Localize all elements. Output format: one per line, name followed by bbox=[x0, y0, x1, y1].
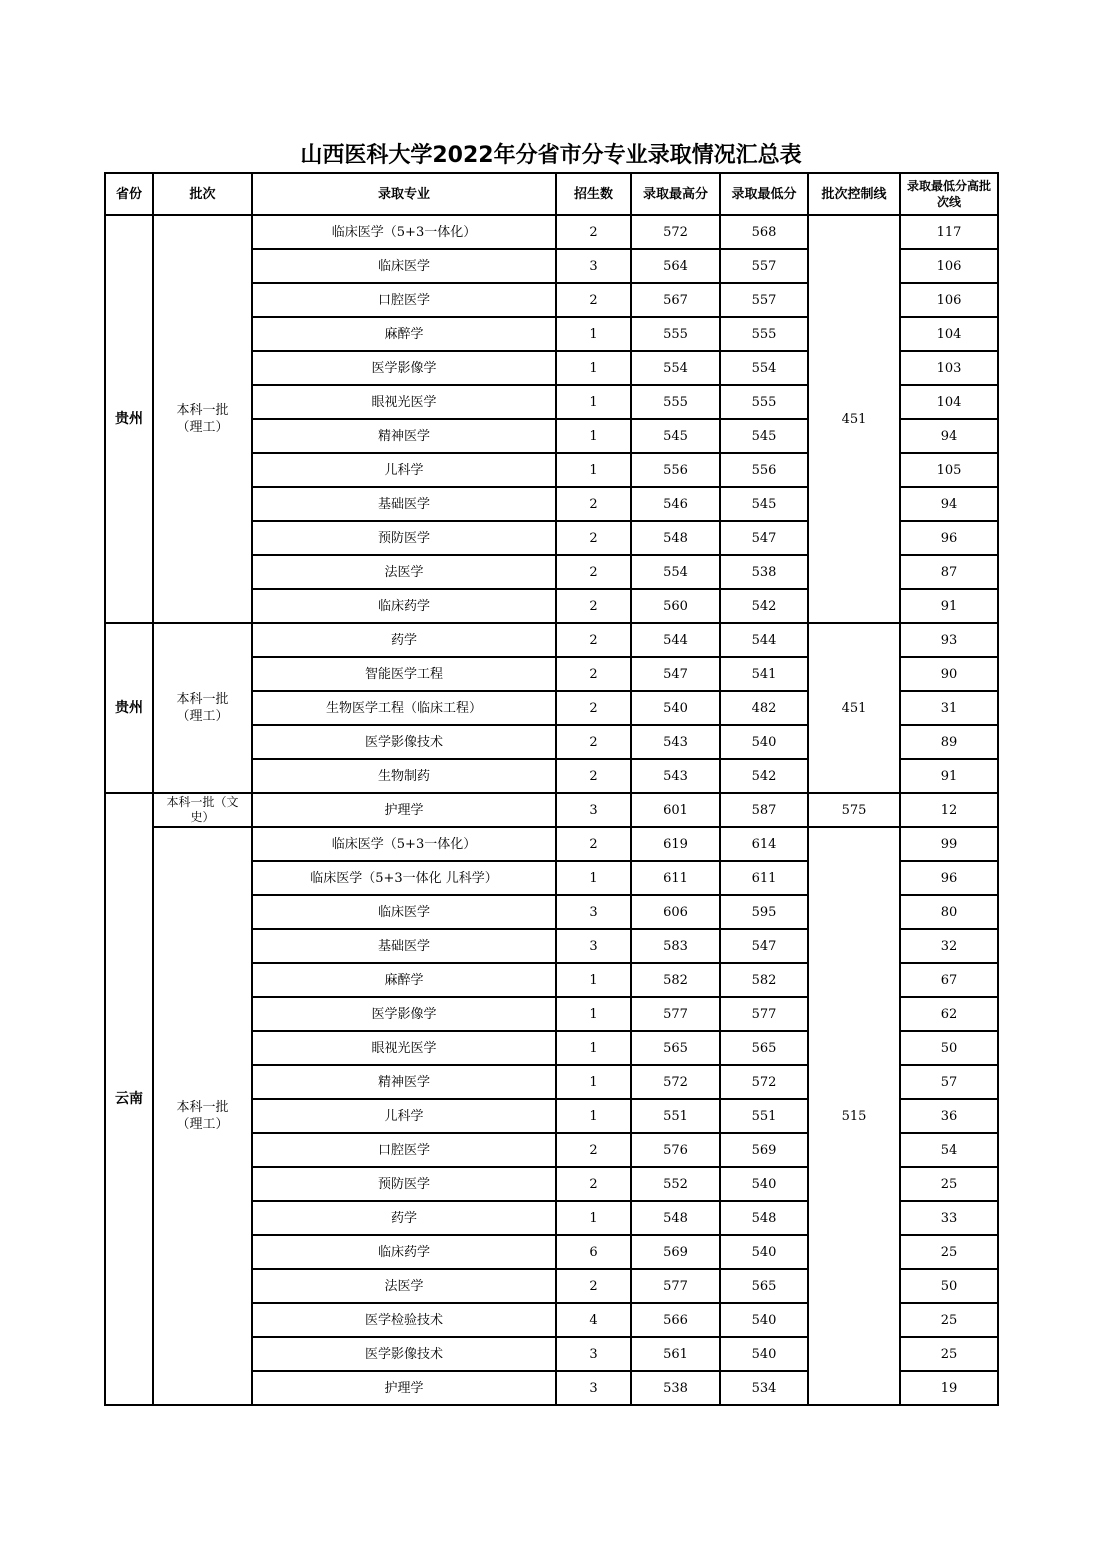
major-cell: 临床医学（5+3一体化 儿科学） bbox=[252, 861, 556, 895]
header-max-score: 录取最高分 bbox=[631, 173, 720, 215]
enrollment-cell: 2 bbox=[556, 283, 631, 317]
major-cell: 生物医学工程（临床工程） bbox=[252, 691, 556, 725]
max-score-cell: 538 bbox=[631, 1371, 720, 1405]
above-line-cell: 25 bbox=[900, 1235, 998, 1269]
above-line-cell: 32 bbox=[900, 929, 998, 963]
max-score-cell: 576 bbox=[631, 1133, 720, 1167]
above-line-cell: 67 bbox=[900, 963, 998, 997]
max-score-cell: 577 bbox=[631, 997, 720, 1031]
major-cell: 基础医学 bbox=[252, 487, 556, 521]
page-title: 山西医科大学2022年分省市分专业录取情况汇总表 bbox=[300, 143, 802, 168]
max-score-cell: 569 bbox=[631, 1235, 720, 1269]
min-score-cell: 554 bbox=[720, 351, 808, 385]
header-min-score: 录取最低分 bbox=[720, 173, 808, 215]
enrollment-cell: 3 bbox=[556, 1371, 631, 1405]
above-line-cell: 25 bbox=[900, 1167, 998, 1201]
major-cell: 基础医学 bbox=[252, 929, 556, 963]
above-line-cell: 80 bbox=[900, 895, 998, 929]
min-score-cell: 540 bbox=[720, 1167, 808, 1201]
above-line-cell: 54 bbox=[900, 1133, 998, 1167]
enrollment-cell: 2 bbox=[556, 1167, 631, 1201]
major-cell: 临床药学 bbox=[252, 589, 556, 623]
enrollment-cell: 2 bbox=[556, 623, 631, 657]
major-cell: 儿科学 bbox=[252, 453, 556, 487]
max-score-cell: 565 bbox=[631, 1031, 720, 1065]
above-line-cell: 103 bbox=[900, 351, 998, 385]
major-cell: 临床医学（5+3一体化） bbox=[252, 215, 556, 249]
control-line-cell: 451 bbox=[808, 623, 900, 793]
control-line-cell: 575 bbox=[808, 793, 900, 827]
enrollment-cell: 2 bbox=[556, 521, 631, 555]
enrollment-cell: 6 bbox=[556, 1235, 631, 1269]
min-score-cell: 572 bbox=[720, 1065, 808, 1099]
max-score-cell: 543 bbox=[631, 759, 720, 793]
min-score-cell: 555 bbox=[720, 317, 808, 351]
max-score-cell: 548 bbox=[631, 521, 720, 555]
above-line-cell: 19 bbox=[900, 1371, 998, 1405]
above-line-cell: 91 bbox=[900, 589, 998, 623]
major-cell: 眼视光医学 bbox=[252, 1031, 556, 1065]
major-cell: 医学影像技术 bbox=[252, 725, 556, 759]
above-line-cell: 104 bbox=[900, 317, 998, 351]
major-cell: 儿科学 bbox=[252, 1099, 556, 1133]
min-score-cell: 482 bbox=[720, 691, 808, 725]
major-cell: 麻醉学 bbox=[252, 317, 556, 351]
header-major: 录取专业 bbox=[252, 173, 556, 215]
enrollment-cell: 2 bbox=[556, 725, 631, 759]
enrollment-cell: 1 bbox=[556, 1065, 631, 1099]
min-score-cell: 548 bbox=[720, 1201, 808, 1235]
max-score-cell: 552 bbox=[631, 1167, 720, 1201]
enrollment-cell: 2 bbox=[556, 487, 631, 521]
min-score-cell: 542 bbox=[720, 589, 808, 623]
max-score-cell: 556 bbox=[631, 453, 720, 487]
enrollment-cell: 2 bbox=[556, 827, 631, 861]
max-score-cell: 560 bbox=[631, 589, 720, 623]
above-line-cell: 57 bbox=[900, 1065, 998, 1099]
max-score-cell: 561 bbox=[631, 1337, 720, 1371]
min-score-cell: 540 bbox=[720, 1337, 808, 1371]
above-line-cell: 105 bbox=[900, 453, 998, 487]
major-cell: 口腔医学 bbox=[252, 283, 556, 317]
enrollment-cell: 1 bbox=[556, 317, 631, 351]
major-cell: 临床药学 bbox=[252, 1235, 556, 1269]
min-score-cell: 568 bbox=[720, 215, 808, 249]
max-score-cell: 555 bbox=[631, 385, 720, 419]
enrollment-cell: 2 bbox=[556, 657, 631, 691]
enrollment-cell: 2 bbox=[556, 1133, 631, 1167]
header-province: 省份 bbox=[105, 173, 153, 215]
max-score-cell: 619 bbox=[631, 827, 720, 861]
max-score-cell: 546 bbox=[631, 487, 720, 521]
major-cell: 临床医学 bbox=[252, 249, 556, 283]
max-score-cell: 545 bbox=[631, 419, 720, 453]
enrollment-cell: 1 bbox=[556, 1031, 631, 1065]
header-row bbox=[105, 173, 998, 215]
major-cell: 眼视光医学 bbox=[252, 385, 556, 419]
min-score-cell: 547 bbox=[720, 929, 808, 963]
major-cell: 麻醉学 bbox=[252, 963, 556, 997]
above-line-cell: 106 bbox=[900, 283, 998, 317]
enrollment-cell: 1 bbox=[556, 1099, 631, 1133]
max-score-cell: 540 bbox=[631, 691, 720, 725]
major-cell: 临床医学（5+3一体化） bbox=[252, 827, 556, 861]
enrollment-cell: 3 bbox=[556, 895, 631, 929]
above-line-cell: 31 bbox=[900, 691, 998, 725]
above-line-cell: 94 bbox=[900, 487, 998, 521]
min-score-cell: 544 bbox=[720, 623, 808, 657]
batch-cell: 本科一批（理工） bbox=[153, 827, 252, 1405]
above-line-cell: 93 bbox=[900, 623, 998, 657]
major-cell: 医学检验技术 bbox=[252, 1303, 556, 1337]
province-cell: 贵州 bbox=[105, 215, 153, 623]
min-score-cell: 595 bbox=[720, 895, 808, 929]
major-cell: 护理学 bbox=[252, 793, 556, 827]
enrollment-cell: 2 bbox=[556, 589, 631, 623]
min-score-cell: 538 bbox=[720, 555, 808, 589]
enrollment-cell: 2 bbox=[556, 555, 631, 589]
major-cell: 临床医学 bbox=[252, 895, 556, 929]
above-line-cell: 104 bbox=[900, 385, 998, 419]
enrollment-cell: 1 bbox=[556, 385, 631, 419]
enrollment-cell: 2 bbox=[556, 1269, 631, 1303]
enrollment-cell: 2 bbox=[556, 759, 631, 793]
max-score-cell: 547 bbox=[631, 657, 720, 691]
max-score-cell: 567 bbox=[631, 283, 720, 317]
admission-table bbox=[104, 172, 999, 1406]
max-score-cell: 572 bbox=[631, 215, 720, 249]
min-score-cell: 540 bbox=[720, 1235, 808, 1269]
above-line-cell: 33 bbox=[900, 1201, 998, 1235]
max-score-cell: 611 bbox=[631, 861, 720, 895]
above-line-cell: 91 bbox=[900, 759, 998, 793]
above-line-cell: 94 bbox=[900, 419, 998, 453]
min-score-cell: 541 bbox=[720, 657, 808, 691]
major-cell: 智能医学工程 bbox=[252, 657, 556, 691]
enrollment-cell: 1 bbox=[556, 351, 631, 385]
major-cell: 医学影像学 bbox=[252, 351, 556, 385]
max-score-cell: 544 bbox=[631, 623, 720, 657]
above-line-cell: 96 bbox=[900, 861, 998, 895]
enrollment-cell: 2 bbox=[556, 691, 631, 725]
above-line-cell: 90 bbox=[900, 657, 998, 691]
enrollment-cell: 1 bbox=[556, 1201, 631, 1235]
table-row bbox=[105, 215, 998, 249]
major-cell: 法医学 bbox=[252, 1269, 556, 1303]
enrollment-cell: 1 bbox=[556, 419, 631, 453]
batch-cell: 本科一批（文史） bbox=[153, 793, 252, 827]
above-line-cell: 36 bbox=[900, 1099, 998, 1133]
table-row bbox=[105, 623, 998, 657]
above-line-cell: 96 bbox=[900, 521, 998, 555]
header-batch: 批次 bbox=[153, 173, 252, 215]
min-score-cell: 534 bbox=[720, 1371, 808, 1405]
major-cell: 口腔医学 bbox=[252, 1133, 556, 1167]
min-score-cell: 611 bbox=[720, 861, 808, 895]
max-score-cell: 606 bbox=[631, 895, 720, 929]
min-score-cell: 540 bbox=[720, 1303, 808, 1337]
enrollment-cell: 3 bbox=[556, 1337, 631, 1371]
above-line-cell: 12 bbox=[900, 793, 998, 827]
major-cell: 生物制药 bbox=[252, 759, 556, 793]
max-score-cell: 555 bbox=[631, 317, 720, 351]
max-score-cell: 582 bbox=[631, 963, 720, 997]
major-cell: 医学影像技术 bbox=[252, 1337, 556, 1371]
max-score-cell: 583 bbox=[631, 929, 720, 963]
max-score-cell: 543 bbox=[631, 725, 720, 759]
enrollment-cell: 1 bbox=[556, 997, 631, 1031]
enrollment-cell: 1 bbox=[556, 453, 631, 487]
table-row bbox=[105, 827, 998, 861]
max-score-cell: 554 bbox=[631, 555, 720, 589]
province-cell: 贵州 bbox=[105, 623, 153, 793]
control-line-cell: 451 bbox=[808, 215, 900, 623]
min-score-cell: 614 bbox=[720, 827, 808, 861]
major-cell: 药学 bbox=[252, 623, 556, 657]
header-enrollment: 招生数 bbox=[556, 173, 631, 215]
min-score-cell: 557 bbox=[720, 283, 808, 317]
min-score-cell: 565 bbox=[720, 1031, 808, 1065]
control-line-cell: 515 bbox=[808, 827, 900, 1405]
major-cell: 精神医学 bbox=[252, 1065, 556, 1099]
min-score-cell: 545 bbox=[720, 419, 808, 453]
above-line-cell: 117 bbox=[900, 215, 998, 249]
max-score-cell: 554 bbox=[631, 351, 720, 385]
min-score-cell: 569 bbox=[720, 1133, 808, 1167]
above-line-cell: 89 bbox=[900, 725, 998, 759]
min-score-cell: 542 bbox=[720, 759, 808, 793]
min-score-cell: 587 bbox=[720, 793, 808, 827]
max-score-cell: 564 bbox=[631, 249, 720, 283]
above-line-cell: 25 bbox=[900, 1337, 998, 1371]
max-score-cell: 548 bbox=[631, 1201, 720, 1235]
max-score-cell: 551 bbox=[631, 1099, 720, 1133]
max-score-cell: 566 bbox=[631, 1303, 720, 1337]
min-score-cell: 547 bbox=[720, 521, 808, 555]
above-line-cell: 50 bbox=[900, 1269, 998, 1303]
major-cell: 精神医学 bbox=[252, 419, 556, 453]
batch-cell: 本科一批（理工） bbox=[153, 215, 252, 623]
header-control-line: 批次控制线 bbox=[808, 173, 900, 215]
enrollment-cell: 1 bbox=[556, 861, 631, 895]
enrollment-cell: 3 bbox=[556, 929, 631, 963]
min-score-cell: 556 bbox=[720, 453, 808, 487]
min-score-cell: 545 bbox=[720, 487, 808, 521]
above-line-cell: 106 bbox=[900, 249, 998, 283]
province-cell: 云南 bbox=[105, 793, 153, 1405]
header-above-line: 录取最低分高批次线 bbox=[900, 173, 998, 215]
enrollment-cell: 4 bbox=[556, 1303, 631, 1337]
above-line-cell: 99 bbox=[900, 827, 998, 861]
max-score-cell: 577 bbox=[631, 1269, 720, 1303]
min-score-cell: 540 bbox=[720, 725, 808, 759]
max-score-cell: 601 bbox=[631, 793, 720, 827]
table-row bbox=[105, 793, 998, 827]
enrollment-cell: 2 bbox=[556, 215, 631, 249]
min-score-cell: 557 bbox=[720, 249, 808, 283]
major-cell: 药学 bbox=[252, 1201, 556, 1235]
major-cell: 预防医学 bbox=[252, 1167, 556, 1201]
min-score-cell: 551 bbox=[720, 1099, 808, 1133]
enrollment-cell: 3 bbox=[556, 793, 631, 827]
min-score-cell: 565 bbox=[720, 1269, 808, 1303]
min-score-cell: 577 bbox=[720, 997, 808, 1031]
min-score-cell: 582 bbox=[720, 963, 808, 997]
max-score-cell: 572 bbox=[631, 1065, 720, 1099]
above-line-cell: 62 bbox=[900, 997, 998, 1031]
min-score-cell: 555 bbox=[720, 385, 808, 419]
major-cell: 医学影像学 bbox=[252, 997, 556, 1031]
above-line-cell: 25 bbox=[900, 1303, 998, 1337]
enrollment-cell: 3 bbox=[556, 249, 631, 283]
enrollment-cell: 1 bbox=[556, 963, 631, 997]
batch-cell: 本科一批（理工） bbox=[153, 623, 252, 793]
major-cell: 预防医学 bbox=[252, 521, 556, 555]
major-cell: 护理学 bbox=[252, 1371, 556, 1405]
major-cell: 法医学 bbox=[252, 555, 556, 589]
above-line-cell: 87 bbox=[900, 555, 998, 589]
above-line-cell: 50 bbox=[900, 1031, 998, 1065]
